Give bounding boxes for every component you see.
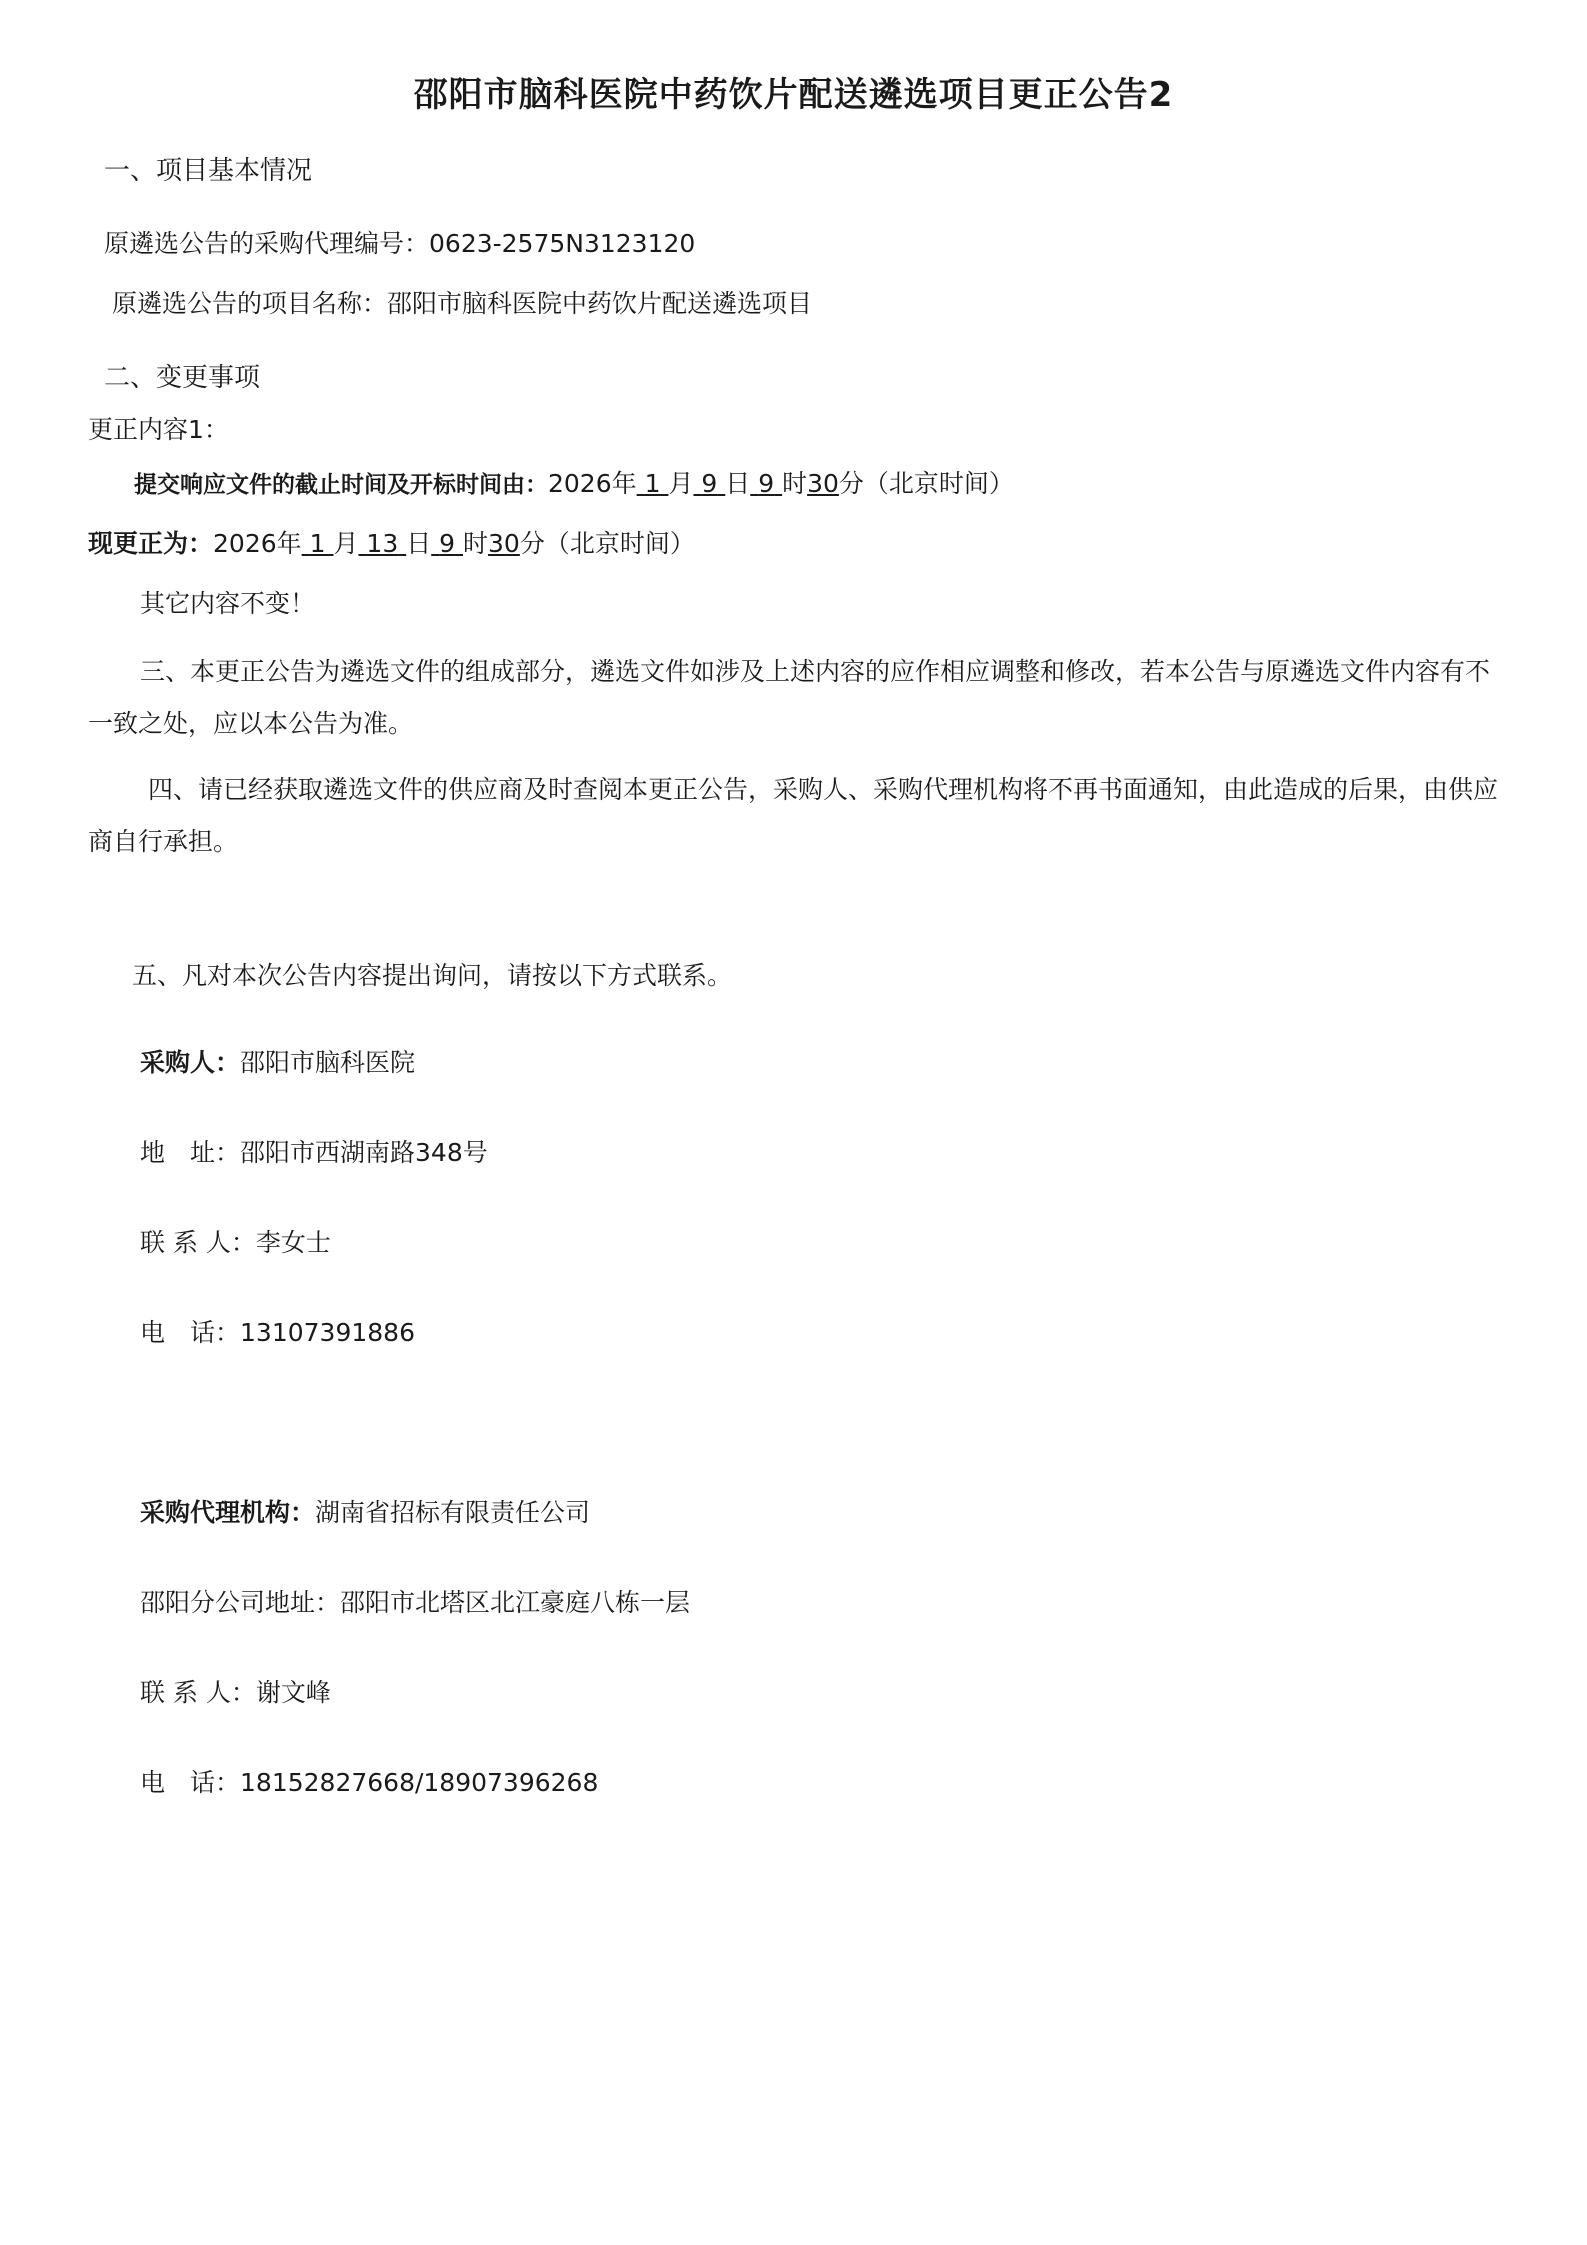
purchaser-line <box>140 1047 415 1078</box>
purchaser-address-label: 地 址： <box>140 1138 241 1167</box>
original-minute: 30 <box>807 469 839 498</box>
purchaser-address-line <box>140 1137 488 1168</box>
original-month: 1 <box>644 469 661 498</box>
purchaser-phone-label: 电 话： <box>140 1318 241 1347</box>
agency-code-line: 原遴选公告的采购代理编号：0623-2575N3123120 <box>104 229 696 258</box>
purchaser-contact-label: 联 系 人： <box>140 1228 256 1257</box>
unchanged-note: 其它内容不变！ <box>140 589 316 618</box>
agency-contact-line <box>140 1677 331 1708</box>
original-month-unit: 月 <box>668 469 694 498</box>
agency-contact: 谢文峰 <box>255 1678 331 1707</box>
agency-phone-line <box>140 1767 598 1798</box>
corrected-hour-unit: 时 <box>463 529 489 558</box>
corrected-hour: 9 <box>439 529 456 558</box>
purchaser-phone: 13107391886 <box>240 1318 415 1347</box>
section5-heading: 五、凡对本次公告内容提出询问，请按以下方式联系。 <box>132 961 733 990</box>
agency-address-label: 邵阳分公司地址： <box>140 1588 341 1617</box>
original-year: 2026年 <box>548 469 637 498</box>
agency-address-line <box>140 1587 690 1618</box>
agency-label: 采购代理机构： <box>140 1498 316 1527</box>
section1-heading: 一、项目基本情况 <box>104 156 313 186</box>
corrected-minute-unit: 分（北京时间） <box>519 529 695 558</box>
agency-phone-label: 电 话： <box>140 1768 241 1797</box>
corrected-year: 2026年 <box>213 529 302 558</box>
agency-phone: 18152827668/18907396268 <box>240 1768 599 1797</box>
purchaser-contact: 李女士 <box>255 1228 331 1257</box>
agency-name: 湖南省招标有限责任公司 <box>315 1498 591 1527</box>
purchaser-phone-line <box>140 1317 415 1348</box>
corrected-month-unit: 月 <box>333 529 359 558</box>
project-name-line: 原遴选公告的项目名称：邵阳市脑科医院中药饮片配送遴选项目 <box>112 289 813 318</box>
agency-contact-label: 联 系 人： <box>140 1678 256 1707</box>
original-time-line <box>134 468 1014 500</box>
agency-address: 邵阳市北塔区北江豪庭八栋一层 <box>340 1588 691 1617</box>
corrected-minute: 30 <box>488 529 520 558</box>
correction-label: 更正内容1： <box>88 415 229 444</box>
original-time-label: 提交响应文件的截止时间及开标时间由： <box>134 472 548 498</box>
original-minute-unit: 分（北京时间） <box>838 469 1014 498</box>
page-title: 邵阳市脑科医院中药饮片配送遴选项目更正公告2 <box>413 75 1174 115</box>
original-day: 9 <box>701 469 718 498</box>
corrected-day: 13 <box>366 529 399 558</box>
purchaser-contact-line <box>140 1227 331 1258</box>
original-day-unit: 日 <box>725 469 751 498</box>
corrected-month: 1 <box>309 529 326 558</box>
purchaser-name: 邵阳市脑科医院 <box>240 1048 416 1077</box>
agency-line <box>140 1497 590 1528</box>
corrected-time-label: 现更正为： <box>88 529 214 558</box>
section4-paragraph: 四、请已经获取遴选文件的供应商及时查阅本更正公告，采购人、采购代理机构将不再书面通知，由此造成的后果，由供应商自行承担。 <box>88 775 1499 856</box>
purchaser-label: 采购人： <box>140 1048 241 1077</box>
corrected-day-unit: 日 <box>406 529 432 558</box>
purchaser-address: 邵阳市西湖南路348号 <box>240 1138 488 1167</box>
section2-heading: 二、变更事项 <box>104 363 261 393</box>
corrected-time-line <box>88 528 695 559</box>
original-hour-unit: 时 <box>782 469 808 498</box>
section3-paragraph: 三、本更正公告为遴选文件的组成部分，遴选文件如涉及上述内容的应作相应调整和修改，若本公告与原遴选文件内容有不一致之处，应以本公告为准。 <box>88 657 1491 738</box>
original-hour: 9 <box>758 469 775 498</box>
